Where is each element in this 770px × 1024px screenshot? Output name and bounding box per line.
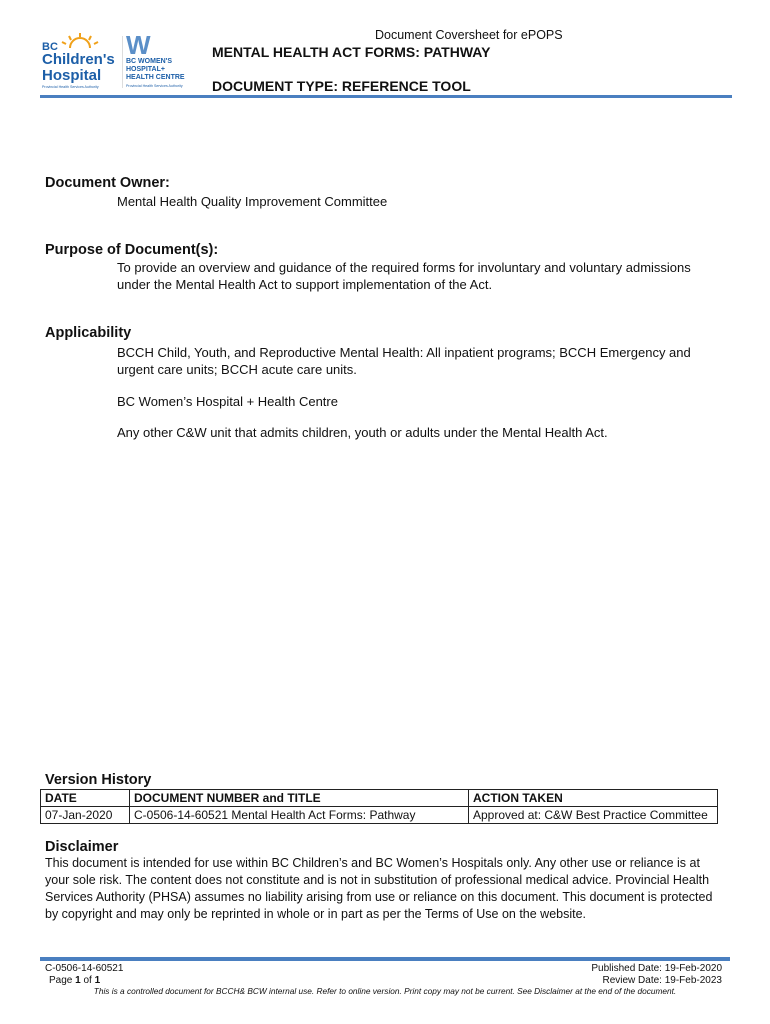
purpose-heading: Purpose of Document(s): bbox=[45, 242, 219, 258]
footer-review-date: Review Date: 19-Feb-2023 bbox=[602, 975, 722, 986]
version-history-heading: Version History bbox=[45, 772, 152, 788]
footer-doc-id: C-0506-14-60521 bbox=[45, 963, 124, 974]
svg-text:W: W bbox=[126, 30, 151, 60]
svg-text:Children's: Children's bbox=[42, 51, 115, 68]
owner-heading: Document Owner: bbox=[45, 175, 170, 191]
table-row bbox=[41, 807, 718, 824]
header-divider bbox=[40, 95, 732, 98]
table-header-row bbox=[41, 790, 718, 807]
disclaimer-heading: Disclaimer bbox=[45, 839, 119, 855]
bc-childrens-hospital-logo bbox=[40, 30, 122, 92]
footer-divider bbox=[40, 957, 730, 961]
applicability-heading: Applicability bbox=[45, 325, 132, 341]
footer-note: This is a controlled document for BCCH& BCW internal use. Refer to online version. Print copy may not be current. See Disclaimer at the end of the document. bbox=[93, 986, 677, 996]
svg-text:HOSPITAL+: HOSPITAL+ bbox=[126, 66, 165, 73]
purpose-text: To provide an overview and guidance of the required forms for involuntary and voluntary admissions under the Mental Health Act to support implementation of the Act. bbox=[117, 260, 691, 292]
coversheet-label: Document Coversheet for ePOPS bbox=[375, 28, 563, 42]
version-history-table bbox=[40, 789, 718, 824]
footer-published-date: Published Date: 19-Feb-2020 bbox=[591, 963, 722, 974]
svg-text:Hospital: Hospital bbox=[42, 67, 102, 84]
svg-text:BC: BC bbox=[42, 41, 58, 53]
bc-womens-hospital-logo bbox=[122, 30, 202, 92]
svg-text:Provincial Health Services Aut: Provincial Health Services Authority bbox=[126, 84, 183, 88]
document-type: DOCUMENT TYPE: REFERENCE TOOL bbox=[212, 78, 471, 94]
column-header: DATE bbox=[41, 790, 130, 807]
disclaimer-text: This document is intended for use within BC Children’s and BC Women’s Hospitals only. Any other use or reliance is at your sole risk. The content does not constitute and is not in substitution of professional medical advice. Provincial Health Services Authority (PHSA) assumes no liability arising from use or reliance on this document. This document is protected by copyright and may only be reprinted in whole or in part as per the Terms of Use on the website. bbox=[45, 856, 713, 921]
column-header: ACTION TAKEN bbox=[469, 790, 718, 807]
column-header: DOCUMENT NUMBER and TITLE bbox=[130, 790, 469, 807]
svg-text:HEALTH CENTRE: HEALTH CENTRE bbox=[126, 74, 185, 81]
svg-text:BC WOMEN'S: BC WOMEN'S bbox=[126, 58, 172, 65]
document-title: MENTAL HEALTH ACT FORMS: PATHWAY bbox=[212, 44, 491, 60]
table-cell: Approved at: C&W Best Practice Committee bbox=[469, 807, 718, 824]
applicability-para-3: Any other C&W unit that admits children, youth or adults under the Mental Health Act. bbox=[117, 425, 608, 440]
applicability-para-1: BCCH Child, Youth, and Reproductive Mental Health: All inpatient programs; BCCH Emergency and urgent care units; BCCH acute care units. bbox=[117, 345, 691, 377]
footer-left bbox=[45, 963, 123, 987]
table-cell: C-0506-14-60521 Mental Health Act Forms: Pathway bbox=[130, 807, 469, 824]
footer-right bbox=[591, 963, 722, 987]
table-cell: 07-Jan-2020 bbox=[41, 807, 130, 824]
svg-text:Provincial Health Services Aut: Provincial Health Services Authority bbox=[42, 85, 99, 89]
applicability-para-2: BC Women’s Hospital + Health Centre bbox=[117, 394, 338, 409]
footer-page: Page 1 of 1 bbox=[49, 975, 101, 986]
owner-text: Mental Health Quality Improvement Committee bbox=[117, 194, 388, 209]
